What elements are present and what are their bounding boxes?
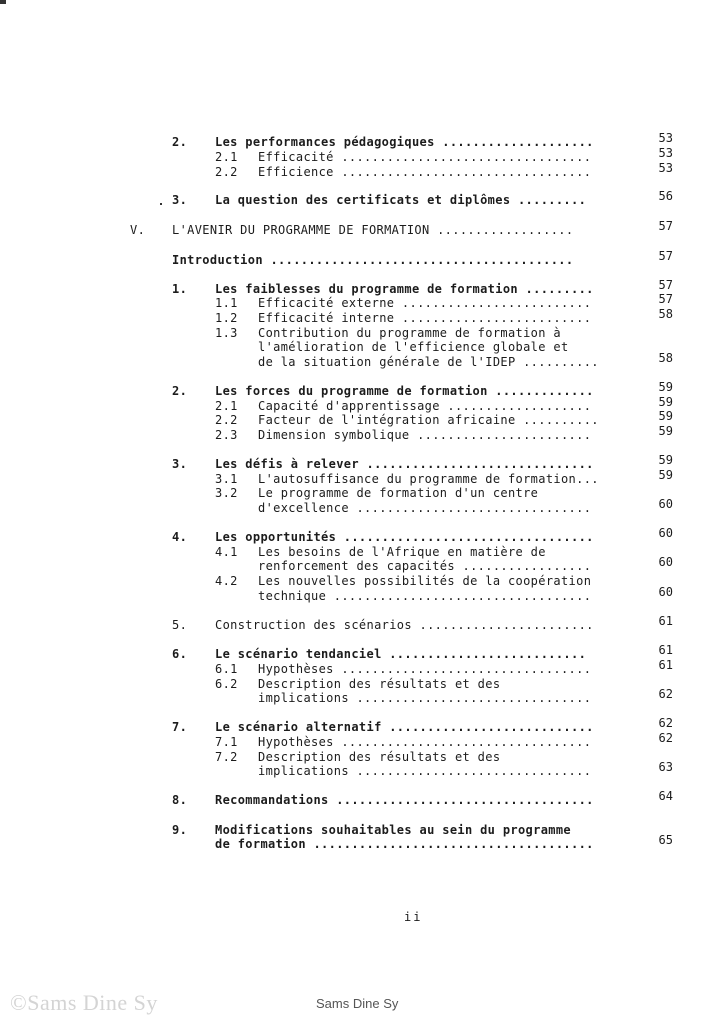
toc-entry-page: 59 bbox=[658, 453, 673, 467]
toc-entry-title: d'excellence ............................... bbox=[258, 501, 592, 515]
toc-entry-number: 4.2 bbox=[215, 574, 238, 588]
toc-entry bbox=[172, 793, 594, 807]
toc-entry-number: 9. bbox=[172, 823, 188, 837]
toc-entry-title: Construction des scénarios ....................... bbox=[215, 618, 594, 632]
toc-entry bbox=[172, 720, 594, 734]
toc-entry-number: 3.1 bbox=[215, 472, 238, 486]
toc-entry-title: technique .................................. bbox=[258, 589, 592, 603]
toc-entry bbox=[172, 135, 594, 149]
toc-entry-title: l'amélioration de l'efficience globale et bbox=[258, 340, 569, 354]
toc-entry-title: de la situation générale de l'IDEP .......... bbox=[258, 355, 599, 369]
toc-entry bbox=[215, 311, 591, 325]
toc-entry-page: 60 bbox=[658, 555, 673, 569]
toc-entry-title: de formation ..................................... bbox=[215, 837, 594, 851]
toc-entry bbox=[215, 750, 500, 764]
toc-entry-page: 57 bbox=[658, 249, 673, 263]
toc-entry-page: 65 bbox=[658, 833, 673, 847]
toc-entry-title: Les besoins de l'Afrique en matière de bbox=[258, 545, 546, 559]
scan-mark bbox=[160, 203, 162, 205]
toc-entry bbox=[258, 559, 591, 573]
toc-entry-page: 60 bbox=[658, 497, 673, 511]
toc-entry-page: 57 bbox=[658, 219, 673, 233]
toc-entry-title: L'autosuffisance du programme de formation... bbox=[258, 472, 599, 486]
toc-entry-title: Efficience ................................. bbox=[258, 165, 592, 179]
toc-entry bbox=[172, 823, 571, 837]
toc-entry-title: Description des résultats et des bbox=[258, 677, 501, 691]
toc-entry-number: 5. bbox=[172, 618, 188, 632]
toc-entry-title: Les forces du programme de formation ............. bbox=[215, 384, 594, 398]
toc-entry-number: 2.2 bbox=[215, 413, 238, 427]
toc-entry-title: Facteur de l'intégration africaine .......... bbox=[258, 413, 599, 427]
toc-entry-page: 58 bbox=[658, 307, 673, 321]
toc-entry-page: 53 bbox=[658, 146, 673, 160]
toc-entry-title: Introduction ........................................ bbox=[172, 253, 574, 267]
toc-entry bbox=[215, 413, 599, 427]
toc-entry-page: 59 bbox=[658, 380, 673, 394]
toc-entry-number: 3.2 bbox=[215, 486, 238, 500]
toc-entry bbox=[215, 677, 500, 691]
toc-entry bbox=[215, 837, 594, 851]
toc-entry-number: 1.2 bbox=[215, 311, 238, 325]
page-number: ii bbox=[404, 910, 423, 924]
watermark: ©Sams Dine Sy bbox=[10, 990, 158, 1015]
toc-entry-page: 59 bbox=[658, 424, 673, 438]
toc-entry-number: 7. bbox=[172, 720, 188, 734]
toc-entry-page: 60 bbox=[658, 526, 673, 540]
toc-entry bbox=[172, 457, 594, 471]
toc-entry-number: 6. bbox=[172, 647, 188, 661]
toc-entry bbox=[172, 282, 594, 296]
toc-entry-page: 59 bbox=[658, 395, 673, 409]
toc-entry-number: 3. bbox=[172, 457, 188, 471]
toc-entry-number: 6.1 bbox=[215, 662, 238, 676]
toc-entry-number: 2.1 bbox=[215, 150, 238, 164]
toc-entry-page: 53 bbox=[658, 161, 673, 175]
toc-entry-title: La question des certificats et diplômes ......... bbox=[215, 193, 587, 207]
toc-entry bbox=[258, 355, 599, 369]
toc-entry-number: 2. bbox=[172, 384, 188, 398]
toc-entry-page: 57 bbox=[658, 292, 673, 306]
toc-entry bbox=[215, 545, 546, 559]
toc-entry-title: L'AVENIR DU PROGRAMME DE FORMATION .................. bbox=[172, 223, 574, 237]
toc-entry bbox=[172, 647, 586, 661]
scan-mark bbox=[0, 0, 6, 4]
toc-entry bbox=[172, 253, 573, 267]
toc-entry bbox=[258, 501, 591, 515]
toc-entry-number: 1. bbox=[172, 282, 188, 296]
toc-entry-title: Les faiblesses du programme de formation ......... bbox=[215, 282, 594, 296]
toc-entry bbox=[215, 486, 538, 500]
toc-entry-title: Hypothèses ................................. bbox=[258, 735, 592, 749]
toc-entry-page: 64 bbox=[658, 789, 673, 803]
toc-entry-title: Modifications souhaitables au sein du programme bbox=[215, 823, 572, 837]
toc-entry-title: implications ............................... bbox=[258, 691, 592, 705]
toc-entry-page: 62 bbox=[658, 687, 673, 701]
toc-entry bbox=[215, 574, 591, 588]
toc-entry-number: 2.1 bbox=[215, 399, 238, 413]
toc-entry-number: 3. bbox=[172, 193, 188, 207]
toc-entry-page: 57 bbox=[658, 278, 673, 292]
toc-entry-number: 4. bbox=[172, 530, 188, 544]
footer-author: Sams Dine Sy bbox=[316, 996, 399, 1011]
toc-entry bbox=[215, 165, 591, 179]
toc-entry bbox=[172, 193, 586, 207]
toc-entry-page: 59 bbox=[658, 409, 673, 423]
toc-entry-page: 53 bbox=[658, 131, 673, 145]
toc-entry bbox=[215, 428, 591, 442]
toc-entry-page: 62 bbox=[658, 716, 673, 730]
toc-entry-title: Contribution du programme de formation à bbox=[258, 326, 561, 340]
toc-entry-title: Les opportunités ................................. bbox=[215, 530, 594, 544]
toc-entry-title: Efficacité ................................. bbox=[258, 150, 592, 164]
toc-entry-number: 4.1 bbox=[215, 545, 238, 559]
toc-entry-page: 58 bbox=[658, 351, 673, 365]
toc-entry-number: 2.3 bbox=[215, 428, 238, 442]
toc-entry-page: 63 bbox=[658, 760, 673, 774]
toc-entry-title: Description des résultats et des bbox=[258, 750, 501, 764]
toc-entry-title: Dimension symbolique ....................... bbox=[258, 428, 592, 442]
toc-entry-page: 60 bbox=[658, 585, 673, 599]
toc-entry-page: 61 bbox=[658, 614, 673, 628]
toc-entry bbox=[215, 150, 591, 164]
toc-entry bbox=[215, 472, 599, 486]
toc-entry bbox=[258, 589, 591, 603]
toc-entry-title: Efficacité externe ......................... bbox=[258, 296, 592, 310]
toc-entry-number: 2. bbox=[172, 135, 188, 149]
toc-entry-page: 59 bbox=[658, 468, 673, 482]
toc-entry bbox=[215, 735, 591, 749]
toc-entry-number: 8. bbox=[172, 793, 188, 807]
toc-entry-page: 62 bbox=[658, 731, 673, 745]
toc-entry-number: 1.3 bbox=[215, 326, 238, 340]
toc-entry bbox=[172, 530, 594, 544]
toc-entry-title: renforcement des capacités ................. bbox=[258, 559, 592, 573]
toc-entry-number: 2.2 bbox=[215, 165, 238, 179]
toc-entry-title: Le scénario tendanciel .......................... bbox=[215, 647, 587, 661]
toc-entry bbox=[172, 618, 594, 632]
toc-entry-page: 56 bbox=[658, 189, 673, 203]
toc-entry bbox=[172, 384, 594, 398]
toc-entry-title: Le scénario alternatif ........................... bbox=[215, 720, 594, 734]
toc-entry bbox=[215, 296, 591, 310]
toc-section-roman: V. bbox=[130, 223, 146, 237]
toc-entry-number: 7.2 bbox=[215, 750, 238, 764]
toc-entry bbox=[215, 399, 591, 413]
toc-entry-title: Capacité d'apprentissage ................... bbox=[258, 399, 592, 413]
toc-entry-title: Efficacité interne ......................... bbox=[258, 311, 592, 325]
toc-entry bbox=[258, 691, 591, 705]
toc-entry-number: 6.2 bbox=[215, 677, 238, 691]
toc-entry bbox=[172, 223, 573, 237]
toc-entry-page: 61 bbox=[658, 643, 673, 657]
toc-entry bbox=[258, 764, 591, 778]
toc-entry-number: 1.1 bbox=[215, 296, 238, 310]
toc-entry-page: 61 bbox=[658, 658, 673, 672]
toc-entry-title: Hypothèses ................................. bbox=[258, 662, 592, 676]
toc-entry-title: Recommandations .................................. bbox=[215, 793, 594, 807]
toc-entry-title: Les défis à relever .............................. bbox=[215, 457, 594, 471]
toc-entry-title: Les performances pédagogiques .................... bbox=[215, 135, 594, 149]
toc-entry-title: Les nouvelles possibilités de la coopération bbox=[258, 574, 592, 588]
toc-entry bbox=[258, 340, 569, 354]
toc-entry bbox=[215, 662, 591, 676]
toc-entry-number: 7.1 bbox=[215, 735, 238, 749]
toc-entry-title: implications ............................... bbox=[258, 764, 592, 778]
toc-entry bbox=[215, 326, 561, 340]
toc-entry-title: Le programme de formation d'un centre bbox=[258, 486, 539, 500]
